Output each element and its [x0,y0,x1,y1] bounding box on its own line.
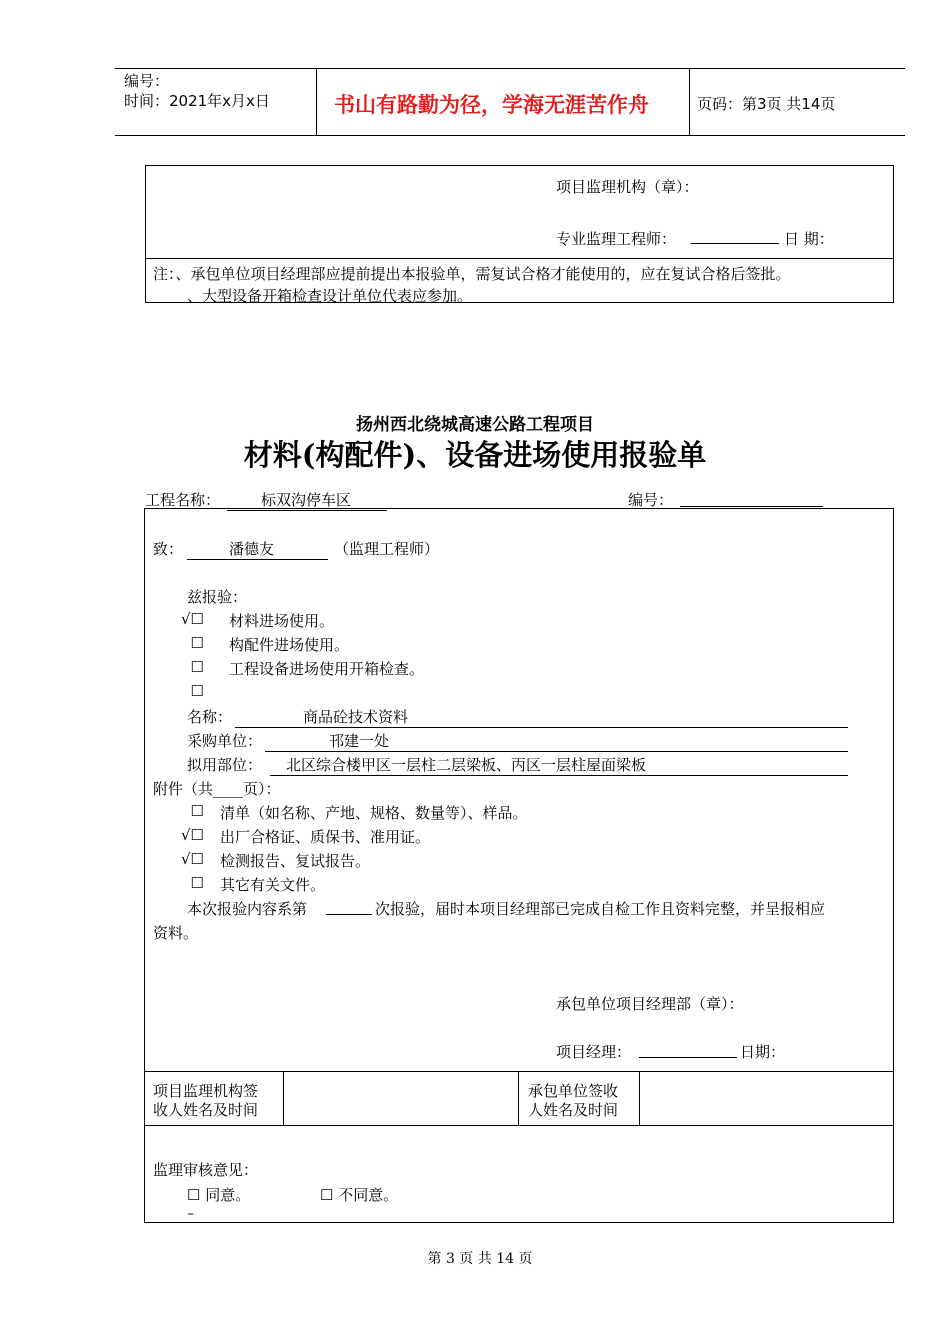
header-top-rule [115,68,905,69]
to-role: （监理工程师） [334,540,440,558]
option-3-checkbox[interactable]: ☐ [190,658,204,676]
to-label: 致： [153,540,184,558]
contractor-dept-label: 承包单位项目经理部（章）： [556,995,744,1013]
statement-count-line [326,914,372,915]
page-footer: 第 3 页 共 14 页 [427,1251,533,1267]
manager-label: 项目经理： [556,1043,632,1061]
attachment-4-checkbox[interactable]: ☐ [190,874,204,892]
review-label: 监理审核意见： [153,1161,259,1179]
statement-part-3: 资料。 [153,924,199,942]
name-label: 名称： [187,708,233,726]
header-divider-right [689,68,690,136]
manager-line [639,1057,737,1058]
manager-date-label: 日期： [740,1043,786,1061]
prev-supervision-org: 项目监理机构（章）： [556,178,699,196]
contractor-sign-line-1: 承包单位签收 [528,1082,619,1100]
statement-part-1: 本次报验内容系第 [187,900,308,918]
attachment-3-label: 检测报告、复试报告。 [220,852,371,870]
header-number-label: 编号： [124,72,170,90]
supervisor-sign-line-1: 项目监理机构签 [153,1082,259,1100]
header-divider-left [316,68,317,136]
header-motto: 书山有路勤为径，学海无涯苦作舟 [334,93,649,117]
option-1-checkbox[interactable]: √☐ [180,610,204,628]
header-time: 时间：2021年x月x日 [124,92,270,110]
header-bottom-rule [115,135,905,136]
sign-div-3 [639,1071,640,1125]
to-value: 潘德友 [187,538,328,560]
option-2-checkbox[interactable]: ☐ [190,634,204,652]
sign-div-1 [283,1071,284,1125]
agree-checkbox[interactable]: ☐ 同意。 [187,1186,251,1204]
project-name-label: 工程名称： [145,491,221,509]
name-value: 商品砼技术资料 [235,706,848,728]
location-label: 拟用部位： [187,756,263,774]
header-page-label: 页码：第3页 共14页 [697,95,836,113]
contractor-sign-line-2: 人姓名及时间 [528,1101,619,1119]
option-4-checkbox[interactable]: ☐ [190,682,204,700]
disagree-checkbox[interactable]: ☐ 不同意。 [320,1186,399,1204]
sign-row-top [144,1071,894,1072]
attachment-3-checkbox[interactable]: √☐ [180,850,204,868]
prev-note-1: 注：、承包单位项目经理部应提前提出本报验单，需复试合格才能使用的，应在复试合格后签批。 [153,265,791,283]
supervisor-sign-line-2: 收人姓名及时间 [153,1101,259,1119]
intro-label: 兹报验： [187,588,248,606]
attachment-4-label: 其它有关文件。 [220,876,326,894]
prev-note-2: 、大型设备开箱检查设计单位代表应参加。 [187,287,473,305]
attachment-2-label: 出厂合格证、质保书、准用证。 [220,828,431,846]
location-value: 北区综合楼甲区一层柱二层梁板、丙区一层柱屋面梁板 [270,754,848,776]
purchaser-value: 邗建一处 [265,730,848,752]
prev-engineer-label: 专业监理工程师： [556,230,677,248]
attachment-2-checkbox[interactable]: √☐ [180,826,204,844]
option-2-label: 构配件进场使用。 [229,636,350,654]
review-dash: – [187,1206,194,1222]
form-subtitle: 扬州西北绕城高速公路工程项目 [356,415,594,435]
form-number-line [680,506,823,507]
prev-form-divider [145,258,894,259]
prev-engineer-line [691,243,779,244]
purchaser-label: 采购单位： [187,732,263,750]
project-name-value: 标双沟停车区 [227,489,387,511]
form-title: 材料(构配件)、设备进场使用报验单 [243,438,707,472]
sign-div-2 [518,1071,519,1125]
option-3-label: 工程设备进场使用开箱检查。 [229,660,425,678]
form-number-label: 编号： [628,491,674,509]
sign-row-bottom [144,1125,894,1126]
prev-date-label: 日 期： [784,230,834,248]
attachment-1-checkbox[interactable]: ☐ [190,802,204,820]
statement-part-2: 次报验，届时本项目经理部已完成自检工作且资料完整，并呈报相应 [375,900,826,918]
attachment-1-label: 清单（如名称、产地、规格、数量等）、样品。 [220,804,528,822]
attachments-label: 附件（共____页）： [153,780,281,798]
option-1-label: 材料进场使用。 [229,612,335,630]
